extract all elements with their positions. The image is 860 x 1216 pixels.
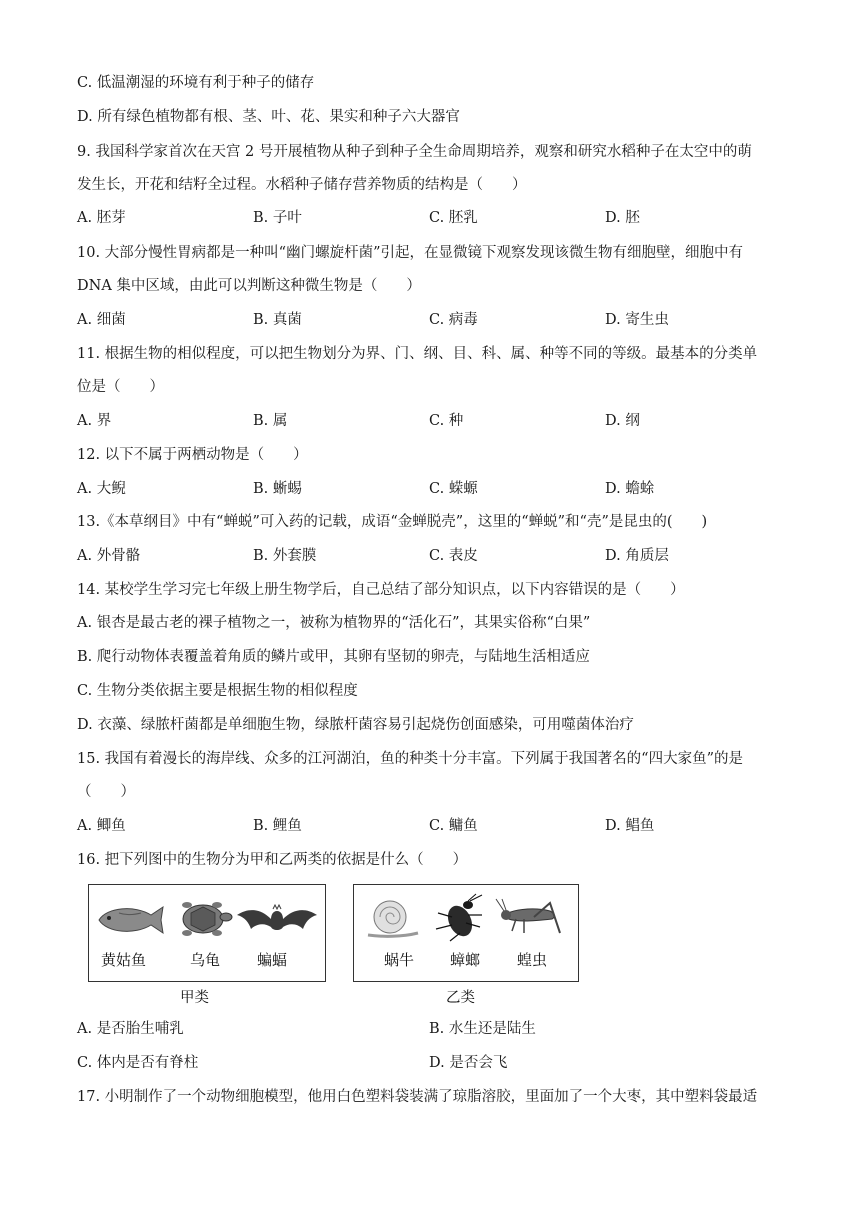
q15-option-b: B. 鲤鱼: [253, 818, 302, 834]
q15-stem-line2: （ ）: [77, 784, 135, 800]
group-a-caption: 甲类: [180, 990, 209, 1006]
q12-option-b: B. 蜥蜴: [253, 481, 302, 497]
q12-option-c: C. 蝾螈: [429, 481, 478, 497]
cockroach-image: [430, 893, 488, 943]
q16-option-d: D. 是否会飞: [429, 1055, 508, 1071]
q14-option-c: C. 生物分类依据主要是根据生物的相似程度: [77, 683, 358, 699]
grasshopper-image: [494, 897, 566, 939]
q13-option-b: B. 外套膜: [253, 548, 317, 564]
q11-stem-line2: 位是（ ）: [77, 379, 164, 395]
q8-option-d: D. 所有绿色植物都有根、茎、叶、花、果实和种子六大器官: [77, 109, 460, 125]
label-turtle: 乌龟: [190, 951, 221, 969]
q16-option-c: C. 体内是否有脊柱: [77, 1055, 199, 1071]
q12-option-d: D. 蟾蜍: [605, 481, 655, 497]
q15-stem-line1: 15. 我国有着漫长的海岸线、众多的江河湖泊，鱼的种类十分丰富。下列属于我国著名的“四大家鱼”的是: [77, 751, 743, 767]
fish-image: [95, 903, 165, 937]
label-cockroach: 蟑螂: [450, 951, 481, 969]
q15-option-d: D. 鲳鱼: [605, 818, 655, 834]
q14-option-b: B. 爬行动物体表覆盖着角质的鳞片或甲，其卵有坚韧的卵壳，与陆地生活相适应: [77, 649, 590, 665]
q9-stem-line1: 9. 我国科学家首次在天宫 2 号开展植物从种子到种子全生命周期培养，观察和研究水稻种子在太空中的萌: [77, 144, 752, 160]
group-b-caption: 乙类: [446, 990, 475, 1006]
q11-stem-line1: 11. 根据生物的相似程度，可以把生物划分为界、门、纲、目、科、属、种等不同的等级。最基本的分类单: [77, 346, 758, 362]
group-b-box: [353, 884, 579, 982]
q15-option-a: A. 鲫鱼: [77, 818, 126, 834]
turtle-image: [173, 897, 233, 941]
q9-option-d: D. 胚: [605, 210, 640, 226]
q15-option-c: C. 鳙鱼: [429, 818, 478, 834]
q13-option-a: A. 外骨骼: [77, 548, 141, 564]
q11-option-b: B. 属: [253, 413, 288, 429]
q16-stem: 16. 把下列图中的生物分为甲和乙两类的依据是什么（ ）: [77, 852, 468, 868]
q14-option-a: A. 银杏是最古老的裸子植物之一，被称为植物界的“活化石”，其果实俗称“白果”: [77, 615, 591, 631]
q14-stem: 14. 某校学生学习完七年级上册生物学后，自己总结了部分知识点，以下内容错误的是（ ）: [77, 582, 685, 598]
q16-option-b: B. 水生还是陆生: [429, 1021, 536, 1037]
snail-image: [362, 897, 422, 941]
q16-option-a: A. 是否胎生哺乳: [77, 1021, 184, 1037]
q10-option-b: B. 真菌: [253, 312, 302, 328]
q10-stem-line1: 10. 大部分慢性胃病都是一种叫“幽门螺旋杆菌”引起，在显微镜下观察发现该微生物有细胞壁，细胞中有: [77, 245, 743, 261]
q10-option-c: C. 病毒: [429, 312, 478, 328]
label-bat: 蝙蝠: [257, 951, 288, 969]
group-a-box: [88, 884, 326, 982]
q13-option-c: C. 表皮: [429, 548, 478, 564]
q10-option-a: A. 细菌: [77, 312, 126, 328]
q9-option-b: B. 子叶: [253, 210, 302, 226]
q11-option-a: A. 界: [77, 413, 112, 429]
q12-stem: 12. 以下不属于两栖动物是（ ）: [77, 447, 308, 463]
q13-stem: 13.《本草纲目》中有“蝉蜕”可入药的记载，成语“金蝉脱壳”，这里的“蝉蜕”和“壳”是昆虫的( ): [77, 514, 708, 530]
q9-option-a: A. 胚芽: [77, 210, 126, 226]
q13-option-d: D. 角质层: [605, 548, 669, 564]
label-fish: 黄姑鱼: [101, 951, 147, 969]
q11-option-d: D. 纲: [605, 413, 640, 429]
q14-option-d: D. 衣藻、绿脓杆菌都是单细胞生物，绿脓杆菌容易引起烧伤创面感染，可用噬菌体治疗: [77, 717, 634, 733]
q11-option-c: C. 种: [429, 413, 464, 429]
q12-option-a: A. 大鲵: [77, 481, 126, 497]
q17-stem: 17. 小明制作了一个动物细胞模型，他用白色塑料袋装满了琼脂溶胶，里面加了一个大枣，其中塑料袋最适: [77, 1089, 758, 1105]
q10-option-d: D. 寄生虫: [605, 312, 669, 328]
q8-option-c: C. 低温潮湿的环境有利于种子的储存: [77, 75, 315, 91]
bat-image: [235, 901, 319, 935]
q9-option-c: C. 胚乳: [429, 210, 478, 226]
q10-stem-line2: DNA 集中区域，由此可以判断这种微生物是（ ）: [77, 278, 421, 294]
label-grasshopper: 蝗虫: [517, 951, 548, 969]
q9-stem-line2: 发生长，开花和结籽全过程。水稻种子储存营养物质的结构是（ ）: [77, 177, 527, 193]
label-snail: 蜗牛: [384, 951, 415, 969]
